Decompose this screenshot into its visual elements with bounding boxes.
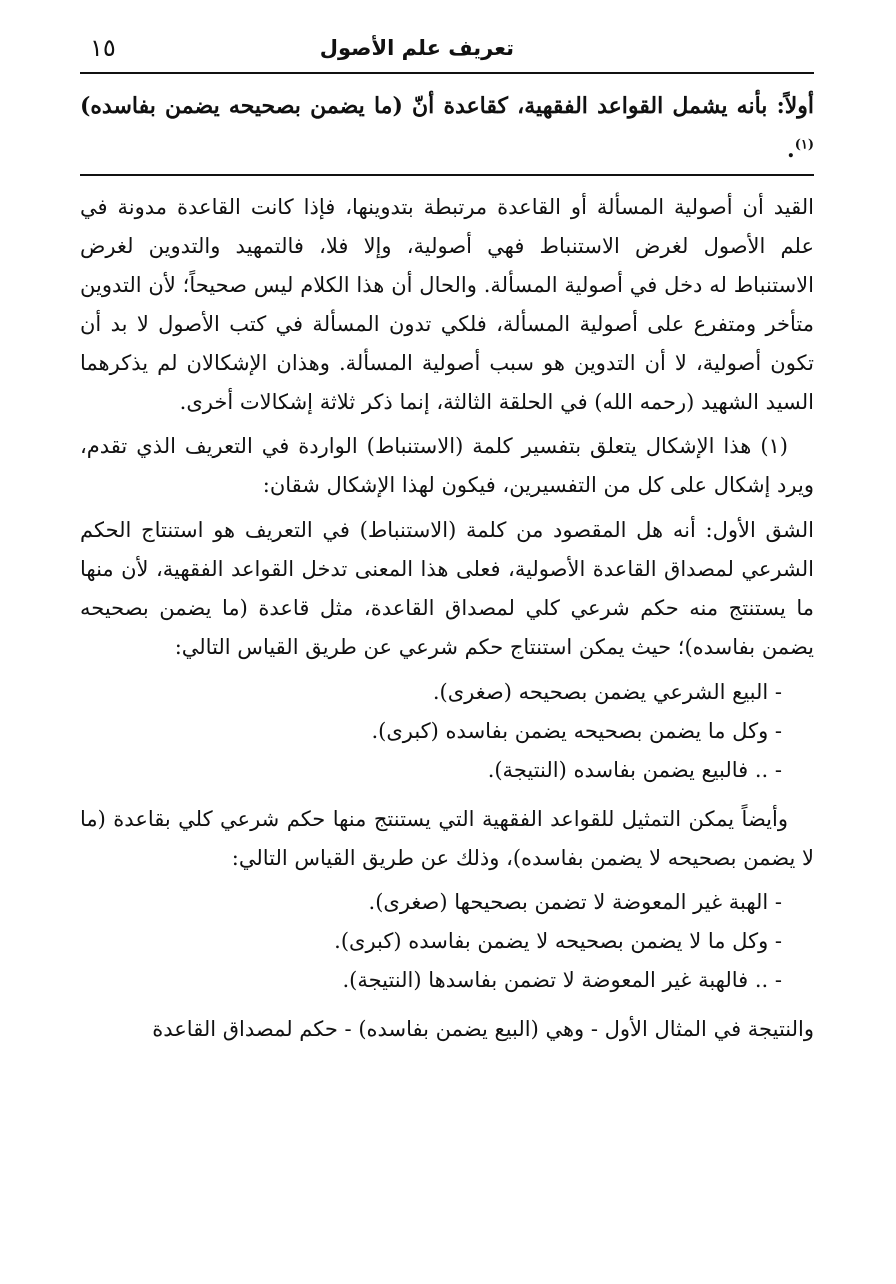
syllogism-line: - الهبة غير المعوضة لا تضمن بصحيحها (صغرى).: [368, 890, 782, 915]
footnote-separator: [80, 174, 814, 176]
footnote-paragraph: القيد أن أصولية المسألة أو القاعدة مرتبطة بتدوينها، فإذا كانت القاعدة مدونة في علم الأصول لغرض الاستنباط فهي أصولية، وإلا فلا، فالتمهيد والتدوين لغرض الاستنباط له دخل في أصولية المسألة. والحال أن هذا الكلام ليس صحيحاً؛ لأن التدوين متأخر ومتفرع على أصولية المسألة، فلكي تدون المسألة في كتب الأصول لا بد أن تكون أصولية، لا أن التدوين هو سبب أصولية المسألة. وهذان الإشكالان لم يذكرهما السيد الشهيد (رحمه الله) في الحلقة الثالثة، إنما ذكر ثلاثة إشكالات أخرى.: [80, 195, 814, 414]
main-end: .: [787, 137, 795, 163]
syllogism-line: - البيع الشرعي يضمن بصحيحه (صغرى).: [432, 679, 782, 704]
footnote-paragraph: الشق الأول: أنه هل المقصود من كلمة (الاستنباط) في التعريف هو استنتاج الحكم الشرعي لمصداق القاعدة الأصولية، فعلى هذا المعنى تدخل القواعد الفقهية، لأن منها ما يستنتج منه حكم شرعي كلي لمصداق القاعدة، مثل قاعدة (ما يضمن بصحيحه يضمن بفاسده)؛ حيث يمكن استنتاج حكم شرعي عن طريق القياس التالي:: [80, 518, 814, 659]
page-header: [80, 34, 814, 74]
syllogism-line: - وكل ما يضمن بصحيحه يضمن بفاسده (كبرى).: [371, 718, 782, 743]
main-text: [80, 84, 814, 172]
running-title: تعريف علم الأصول: [319, 36, 514, 60]
header-rule: [80, 72, 814, 74]
footnote-paragraph: والنتيجة في المثال الأول - وهي (البيع يضمن بفاسده) - حكم لمصداق القاعدة: [152, 1017, 814, 1042]
syllogism-line: - وكل ما لا يضمن بصحيحه لا يضمن بفاسده (كبرى).: [334, 929, 782, 954]
footnote-paragraph: وأيضاً يمكن التمثيل للقواعد الفقهية التي يستنتج منها حكم شرعي كلي بقاعدة (ما لا يضمن بصحيحه لا يضمن بفاسده)، وذلك عن طريق القياس التالي:: [80, 806, 814, 870]
syllogism-line: - .. فالبيع يضمن بفاسده (النتيجة).: [487, 757, 782, 782]
main-sentence: أولاً: بأنه يشمل القواعد الفقهية، كقاعدة أنّ (ما يضمن بصحيحه يضمن بفاسده): [80, 93, 814, 119]
syllogism-line: - .. فالهبة غير المعوضة لا تضمن بفاسدها (النتيجة).: [342, 968, 782, 993]
footnote-area: [80, 188, 814, 1055]
footnote-ref: (١): [794, 137, 814, 153]
page-number: ١٥: [90, 34, 116, 62]
footnote-paragraph: (١) هذا الإشكال يتعلق بتفسير كلمة (الاستنباط) الواردة في التعريف الذي تقدم، ويرد إشكال على كل من التفسيرين، فيكون لهذا الإشكال شقان:: [80, 434, 814, 498]
